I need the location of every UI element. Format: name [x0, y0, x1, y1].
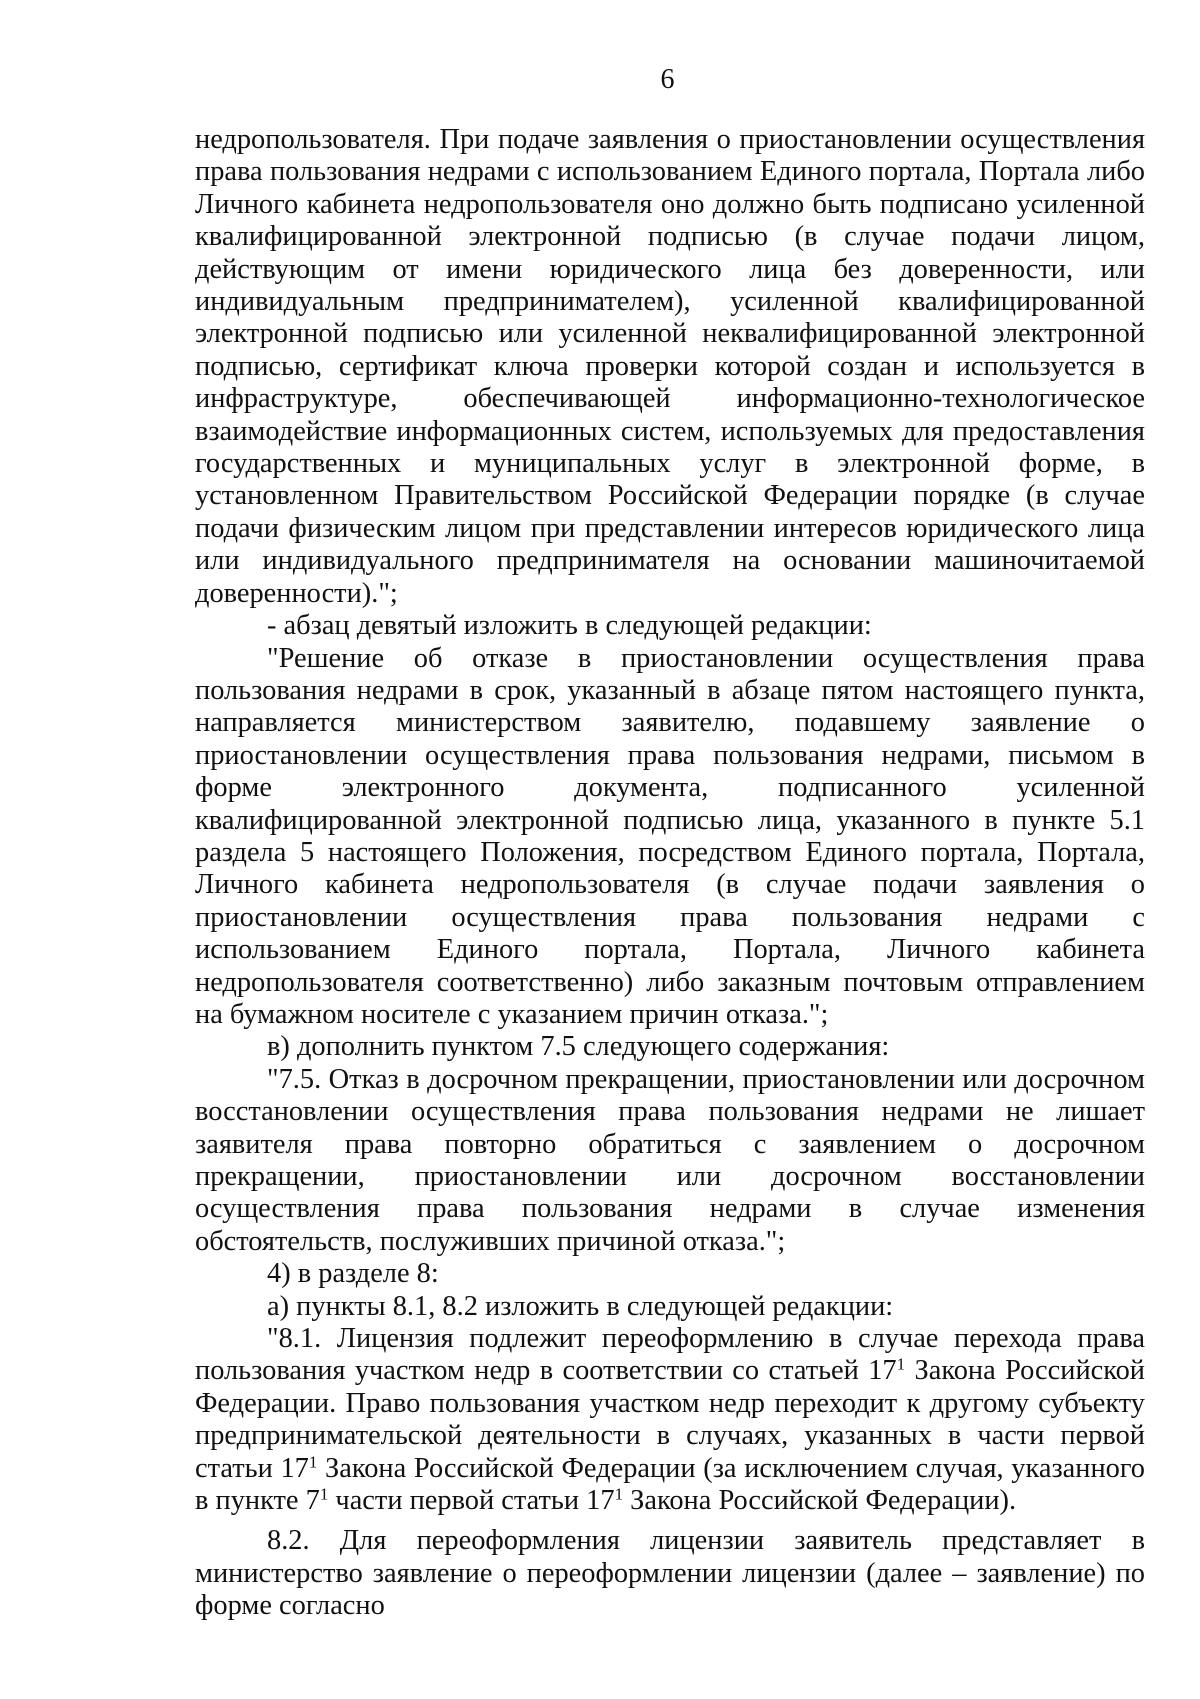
- clause-8-1-text-part: Закона Российской Федерации).: [623, 1485, 1017, 1517]
- paragraph-section-8-heading: 4) в разделе 8:: [267, 1258, 439, 1290]
- superscript-mark: 1: [614, 1484, 624, 1504]
- clause-8-1-text-part: части первой статьи 17: [328, 1485, 615, 1517]
- paragraph-instruction-7-5: в) дополнить пунктом 7.5 следующего содержания:: [267, 1031, 890, 1063]
- paragraph-continuation: недропользователя. При подаче заявления о приостановлении осуществления права пользования недрами с использованием Единого портала, Портала либо Личного кабинета недропользователя оно должно быть подписано усиленной квалифицированной электронной подписью (в случае подачи лицом, действующим от имени юридического лица без доверенности, или индивидуальным предпринимателем), усиленной квалифицированной электронной подписью или усиленной неквалифицированной электронной подписью, сертификат ключа проверки которой создан и используется в инфраструктуре, обеспечивающей информационно-технологическое взаимодействие информационных систем, используемых для предоставления государственных и муниципальных услуг в электронной форме, в установленном Правительством Российской Федерации порядке (в случае подачи физическим лицом при представлении интересов юридического лица или индивидуального предпринимателя на основании машиночитаемой доверенности).";: [195, 124, 1145, 609]
- paragraph-clause-7-5: "7.5. Отказ в досрочном прекращении, приостановлении или досрочном восстановлении осуществления права пользования недрами не лишает заявителя права повторно обратиться с заявлением о досрочном прекращении, приостановлении или досрочном восстановлении осуществления права пользования недрами в случае изменения обстоятельств, послуживших причиной отказа.";: [195, 1063, 1145, 1257]
- paragraph-refusal-decision: "Решение об отказе в приостановлении осуществления права пользования недрами в срок, указанный в абзаце пятом настоящего пункта, направляется министерством заявителю, подавшему заявление о приостановлении осуществления права пользования недрами, письмом в форме электронного документа, подписанного усиленной квалифицированной электронной подписью лица, указанного в пункте 5.1 раздела 5 настоящего Положения, посредством Единого портала, Портала, Личного кабинета недропользователя (в случае подачи заявления о приостановлении осуществления права пользования недрами с использованием Единого портала, Портала, Личного кабинета недропользователя соответственно) либо заказным почтовым отправлением на бумажном носителе с указанием причин отказа.";: [195, 642, 1145, 1030]
- clause-8-1-text-part: Закона Российской Федерации (за исключением случая, указанного в пункте 7: [195, 1452, 1145, 1517]
- superscript-mark: 1: [308, 1452, 318, 1472]
- paragraph-clause-8-1: [195, 1323, 1145, 1517]
- paragraph-instruction-8-1-8-2: а) пункты 8.1, 8.2 изложить в следующей редакции:: [267, 1290, 894, 1322]
- clause-8-1-text-part: Закона Российской Федерации. Право пользования участком недр переходит к другому субъекту предпринимательской деятельности в случаях, указанных в части первой статьи 17: [195, 1355, 1145, 1484]
- clause-8-1-text-part: "8.1. Лицензия подлежит переоформлению в случае перехода права пользования участком недр в соответствии со статьей 17: [195, 1323, 1145, 1387]
- paragraph-clause-8-2: 8.2. Для переоформления лицензии заявитель представляет в министерство заявление о переоформлении лицензии (далее – заявление) по форме согласно: [195, 1525, 1145, 1622]
- superscript-mark: 1: [896, 1355, 906, 1375]
- paragraph-spacer: [195, 1517, 1145, 1525]
- document-body: [195, 124, 1145, 1623]
- superscript-mark: 1: [319, 1484, 329, 1504]
- paragraph-instruction-ninth-abzac: - абзац девятый изложить в следующей редакции:: [267, 610, 872, 642]
- page-number: 6: [660, 64, 675, 95]
